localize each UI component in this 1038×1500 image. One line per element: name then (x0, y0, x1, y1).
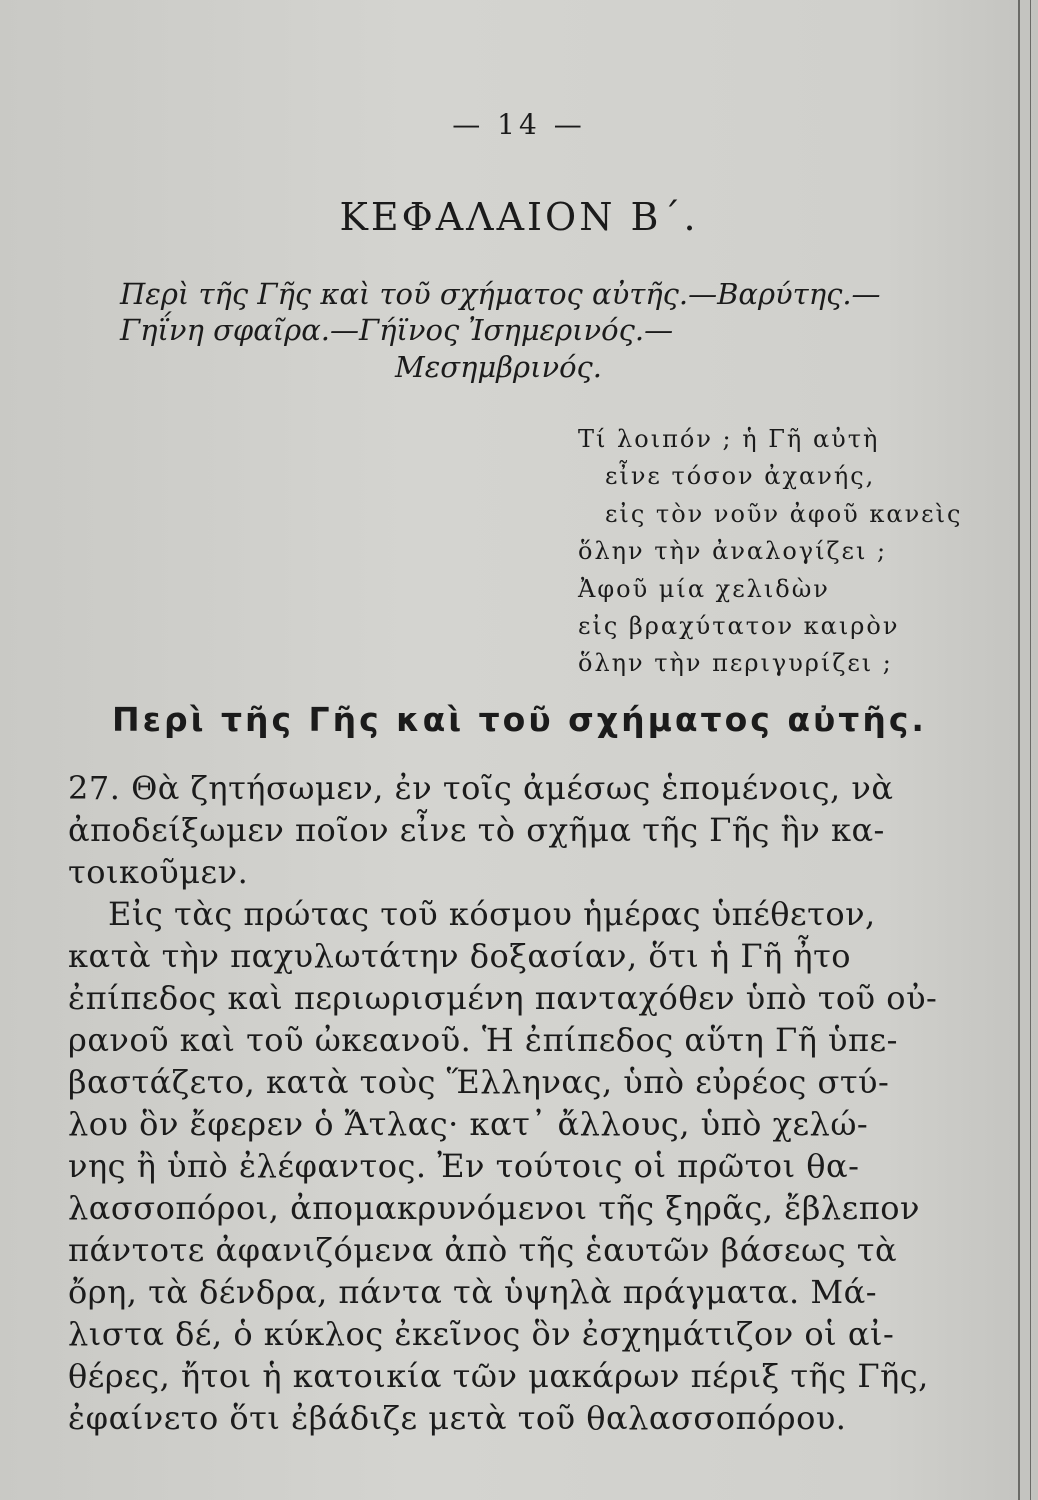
body-text-line: τοικοῦμεν. (68, 853, 249, 891)
body-text-line: 27. Θὰ ζητήσωμεν, ἐν τοῖς ἀμέσως ἑπομένοις, νὰ (68, 769, 894, 807)
body-text-line: ἐπίπεδος καὶ περιωρισμένη πανταχόθεν ὑπὸ τοῦ οὐ- (68, 979, 938, 1017)
poem-line: Τί λοιπόν ; ἡ Γῆ αὐτὴ (578, 425, 880, 453)
chapter-summary-line: Γηΐνη σφαῖρα.—Γήϊνος Ἰσημερινός.— (120, 313, 674, 347)
poem-line: εἰς τὸν νοῦν ἀφοῦ κανεὶς (605, 500, 963, 528)
body-text-line: ὄρη, τὰ δένδρα, πάντα τὰ ὑψηλὰ πράγματα. Μά- (68, 1273, 878, 1311)
body-text-line: λου ὃν ἔφερεν ὁ Ἄτλας· κατ᾽ ἄλλους, ὑπὸ χελώ- (68, 1105, 869, 1143)
body-text-line: λιστα δέ, ὁ κύκλος ἐκεῖνος ὃν ἐσχημάτιζον οἱ αἰ- (68, 1315, 895, 1353)
poem-line: Ἀφοῦ μία χελιδὼν (578, 575, 830, 603)
body-text-line: ρανοῦ καὶ τοῦ ὠκεανοῦ. Ἡ ἐπίπεδος αὕτη Γῆ ὑπε- (68, 1021, 898, 1059)
chapter-summary-line: Μεσημβρινός. (395, 350, 603, 384)
poem-line: εἶνε τόσον ἀχανής, (605, 462, 876, 490)
poem-line: ὅλην τὴν ἀναλογίζει ; (578, 537, 888, 565)
body-text-line: θέρες, ἤτοι ἡ κατοικία τῶν μακάρων πέριξ τῆς Γῆς, (68, 1357, 929, 1395)
chapter-title: ΚΕΦΑΛΑΙΟΝ Β΄. (339, 195, 699, 239)
body-text-line: ἀποδείξωμεν ποῖον εἶνε τὸ σχῆμα τῆς Γῆς ἣν κα- (68, 811, 885, 849)
poem-line: εἰς βραχύτατον καιρὸν (578, 612, 900, 640)
body-text-line: νης ἢ ὑπὸ ἐλέφαντος. Ἐν τούτοις οἱ πρῶτοι θα- (68, 1147, 860, 1185)
body-text-line: πάντοτε ἀφανιζόμενα ἀπὸ τῆς ἑαυτῶν βάσεως τὰ (68, 1231, 898, 1269)
body-text-line: ἐφαίνετο ὅτι ἐβάδιζε μετὰ τοῦ θαλασσοπόρου. (68, 1399, 847, 1437)
poem-line: ὅλην τὴν περιγυρίζει ; (578, 649, 893, 677)
body-text-line: Εἰς τὰς πρώτας τοῦ κόσμου ἡμέρας ὑπέθετον, (108, 895, 876, 933)
section-heading: Περὶ τῆς Γῆς καὶ τοῦ σχήματος αὐτῆς. (112, 700, 927, 739)
chapter-summary-line: Περὶ τῆς Γῆς καὶ τοῦ σχήματος αὐτῆς.—Βαρύτης.— (120, 277, 881, 311)
body-text-line: κατὰ τὴν παχυλωτάτην δοξασίαν, ὅτι ἡ Γῆ ἦτο (68, 937, 852, 975)
body-text-line: βαστάζετο, κατὰ τοὺς Ἕλληνας, ὑπὸ εὐρέος στύ- (68, 1063, 890, 1101)
body-text-line: λασσοπόροι, ἀπομακρυνόμενοι τῆς ξηρᾶς, ἔβλεπον (68, 1189, 920, 1227)
page-number: — 14 — (452, 108, 586, 141)
